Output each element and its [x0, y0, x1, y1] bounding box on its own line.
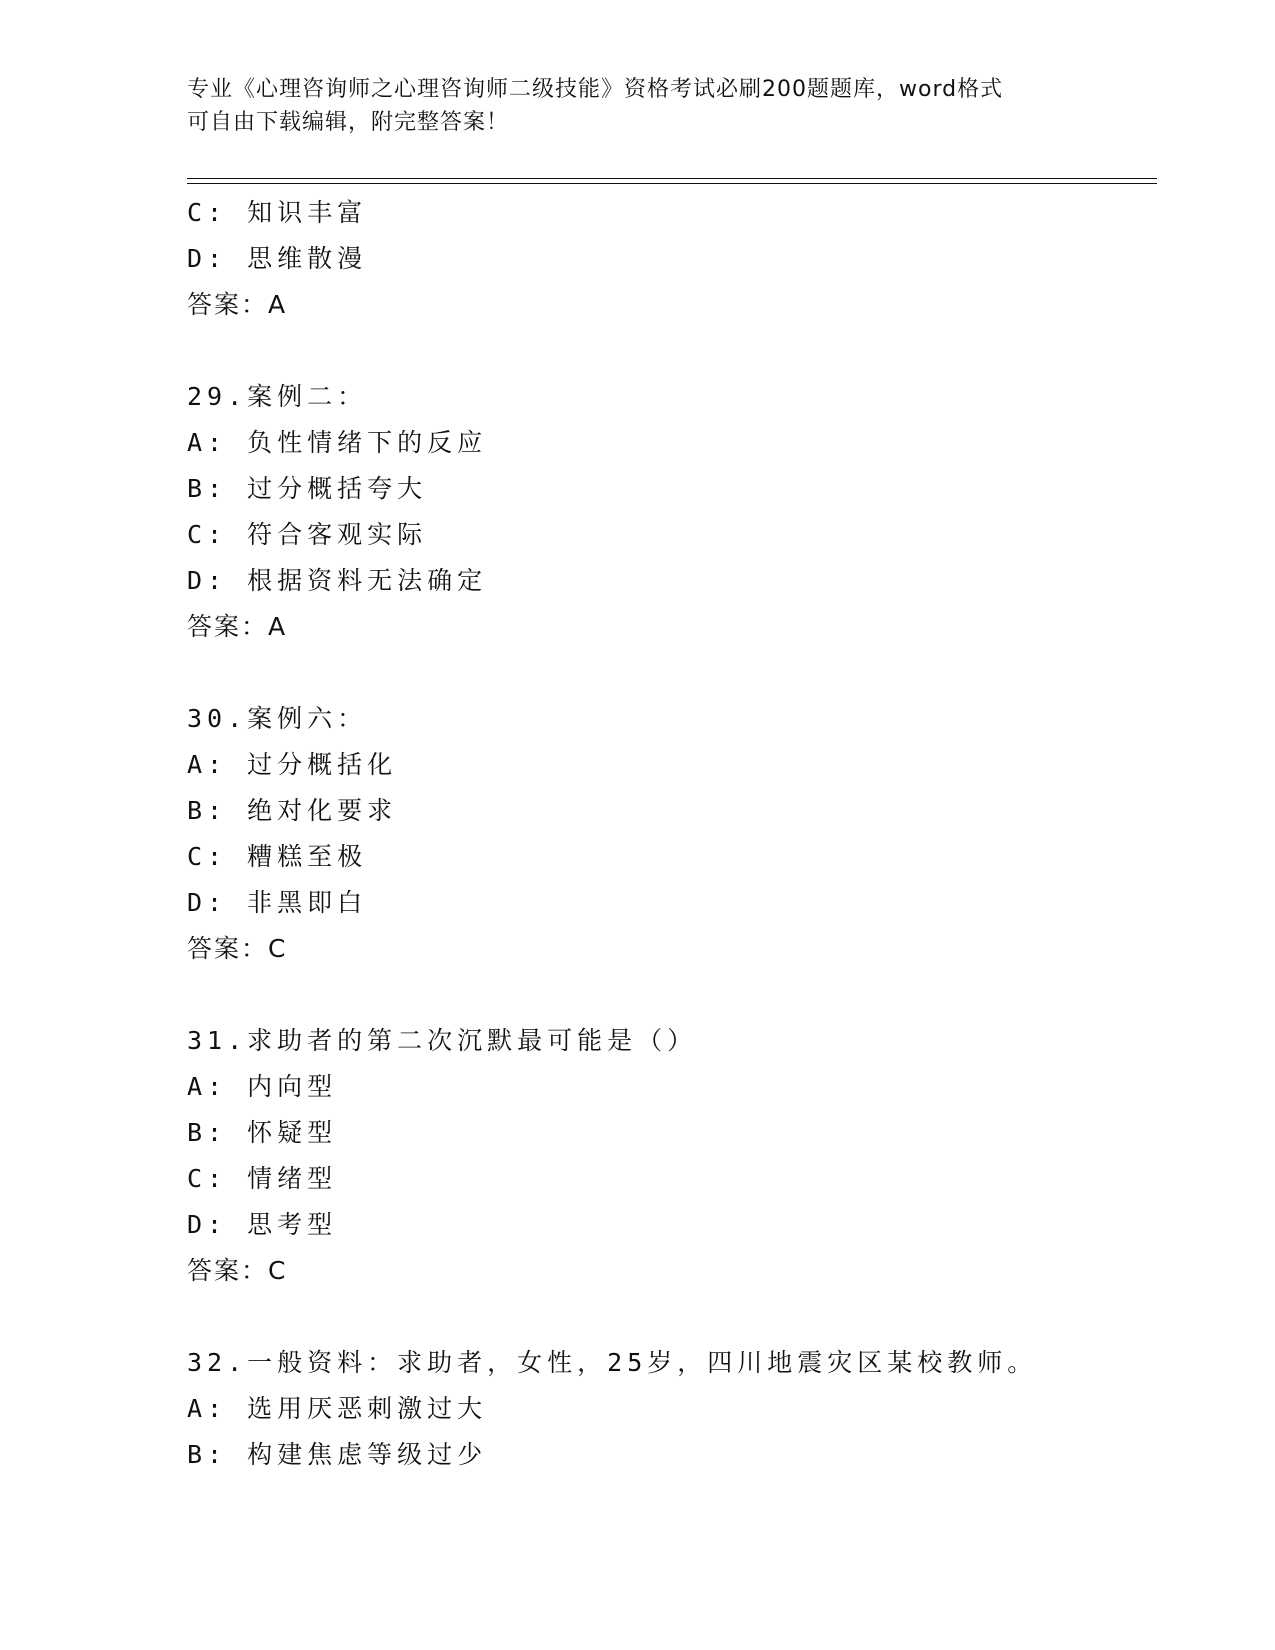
option-a: A: 选用厌恶刺激过大 — [187, 1394, 488, 1423]
option-d: D: 思考型 — [187, 1210, 338, 1239]
answer-line: 答案：C — [187, 1256, 288, 1285]
header-divider-bottom — [187, 183, 1157, 184]
question-block-32 — [187, 1340, 1157, 1478]
question-text: 30.案例六： — [187, 704, 368, 733]
answer-line: 答案：C — [187, 934, 288, 963]
option-b: B: 绝对化要求 — [187, 796, 398, 825]
option-b: B: 构建焦虑等级过少 — [187, 1440, 488, 1469]
spacer — [187, 650, 1157, 696]
document-header — [187, 73, 1067, 139]
option-c: C: 糟糕至极 — [187, 842, 368, 871]
option-b: B: 怀疑型 — [187, 1118, 338, 1147]
option-a: A: 负性情绪下的反应 — [187, 428, 488, 457]
spacer — [187, 1294, 1157, 1340]
option-a: A: 内向型 — [187, 1072, 338, 1101]
answer-line: 答案：A — [187, 612, 288, 641]
question-text: 29.案例二： — [187, 382, 368, 411]
option-b: B: 过分概括夸大 — [187, 474, 428, 503]
option-c: C: 情绪型 — [187, 1164, 338, 1193]
question-block-31 — [187, 1018, 1157, 1294]
option-d: D: 非黑即白 — [187, 888, 368, 917]
spacer — [187, 328, 1157, 374]
question-list — [187, 190, 1157, 1478]
question-block-29 — [187, 374, 1157, 650]
option-d: D: 根据资料无法确定 — [187, 566, 488, 595]
answer-line: 答案：A — [187, 290, 288, 319]
option-a: A: 过分概括化 — [187, 750, 398, 779]
question-block-30 — [187, 696, 1157, 972]
question-text: 32.一般资料：求助者，女性，25岁，四川地震灾区某校教师。 — [187, 1348, 1038, 1377]
option-d: D: 思维散漫 — [187, 244, 368, 273]
question-text: 31.求助者的第二次沉默最可能是（） — [187, 1026, 698, 1055]
option-c: C: 知识丰富 — [187, 198, 368, 227]
question-block-28 — [187, 190, 1157, 328]
header-divider-top — [187, 178, 1157, 179]
spacer — [187, 972, 1157, 1018]
header-title-line-1: 专业《心理咨询师之心理咨询师二级技能》资格考试必刷200题题库，word格式 — [187, 77, 1004, 102]
option-c: C: 符合客观实际 — [187, 520, 428, 549]
header-title-line-2: 可自由下载编辑，附完整答案！ — [187, 110, 510, 135]
